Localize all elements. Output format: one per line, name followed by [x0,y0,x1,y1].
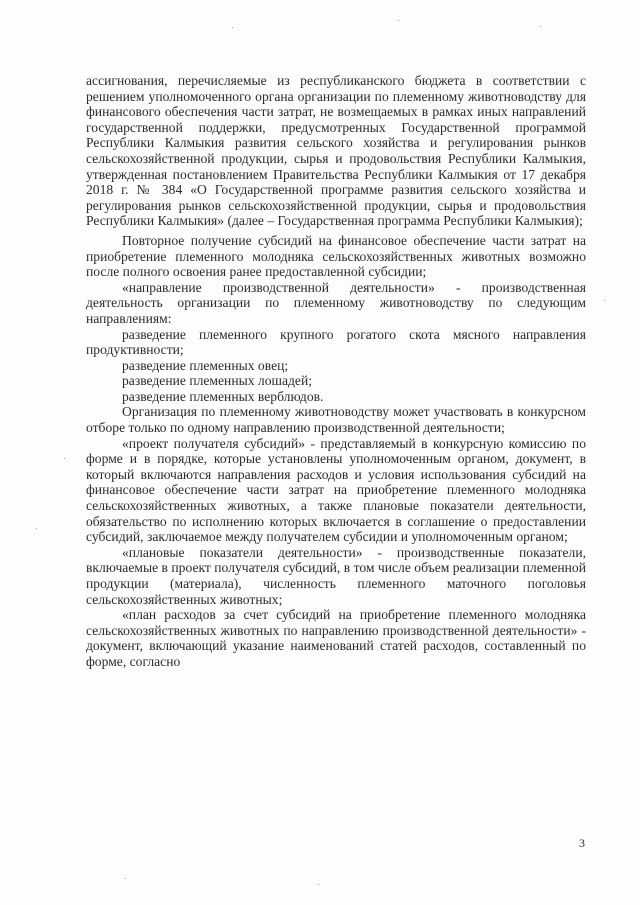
paragraph-production-direction: «направление производственной деятельности» - производственная деятельность организации по племенному животноводству по следующим направлениям: [86,279,586,326]
document-body [86,73,586,670]
scan-speck [604,300,605,301]
list-item-cattle: разведение племенного крупного рогатого скота мясного направления продуктивности; [86,326,586,358]
scan-speck [64,458,65,459]
scan-speck [540,26,541,27]
scan-speck [318,884,319,885]
paragraph-continuation: ассигнования, перечисляемые из республиканского бюджета в соответствии с решением уполномоченного органа организации по племенному животноводству для финансового обеспечения части затрат, не возмещаемых в рамках иных направлений государственной поддержки, предусмотренных Государственной программой Республики Калмыкия развития сельского хозяйства и регулирования рынков сельскохозяйственной продукции, сырья и продовольствия Республики Калмыкия, утвержденная постановлением Правительства Республики Калмыкия от 17 декабря 2018 г. № 384 «О Государственной программе развития сельского хозяйства и регулирования рынков сельскохозяйственной продукции, сырья и продовольствия Республики Калмыкия» (далее – Государственная программа Республики Калмыкия); [86,73,586,229]
scan-speck [36,528,37,529]
paragraph-recipient-project: «проект получателя субсидий» - представляемый в конкурсную комиссию по форме и в порядке, которые установлены уполномоченным органом, документ, в который включаются направления расходов и условия использования субсидий на финансовое обеспечение части затрат на приобретение племенного молодняка сельскохозяйственных животных, а также плановые показатели деятельности, обязательство по исполнению которых включается в соглашение о предоставлении субсидий, заключаемое между получателем субсидии и уполномоченным органом; [86,435,586,545]
list-item-camels: разведение племенных верблюдов. [122,388,324,404]
list-item-sheep: разведение племенных овец; [122,357,289,373]
list-item-horses: разведение племенных лошадей; [122,373,313,389]
scan-speck [232,27,233,28]
scan-speck [398,20,399,21]
paragraph-expense-plan: «план расходов за счет субсидий на приобретение племенного молодняка сельскохозяйственных животных по направлению производственной деятельности» - документ, включающий указание наименований статей расходов, составленный по форме, согласно [86,607,586,669]
paragraph-single-direction: Организация по племенному животноводству может участвовать в конкурсном отборе только по одному направлению производственной деятельности; [86,404,586,436]
paragraph-repeat-subsidy: Повторное получение субсидий на финансовое обеспечение части затрат на приобретение племенного молодняка сельскохозяйственных животных возможно после полного освоения ранее предоставленной субсидии; [86,232,586,280]
page-number: 3 [579,836,585,850]
scan-speck [125,878,126,879]
paragraph-planned-indicators: «плановые показатели деятельности» - производственные показатели, включаемые в проект получателя субсидий, в том числе объем реализации племенной продукции (материала), численность племенного маточного поголовья сельскохозяйственных животных; [86,544,586,607]
